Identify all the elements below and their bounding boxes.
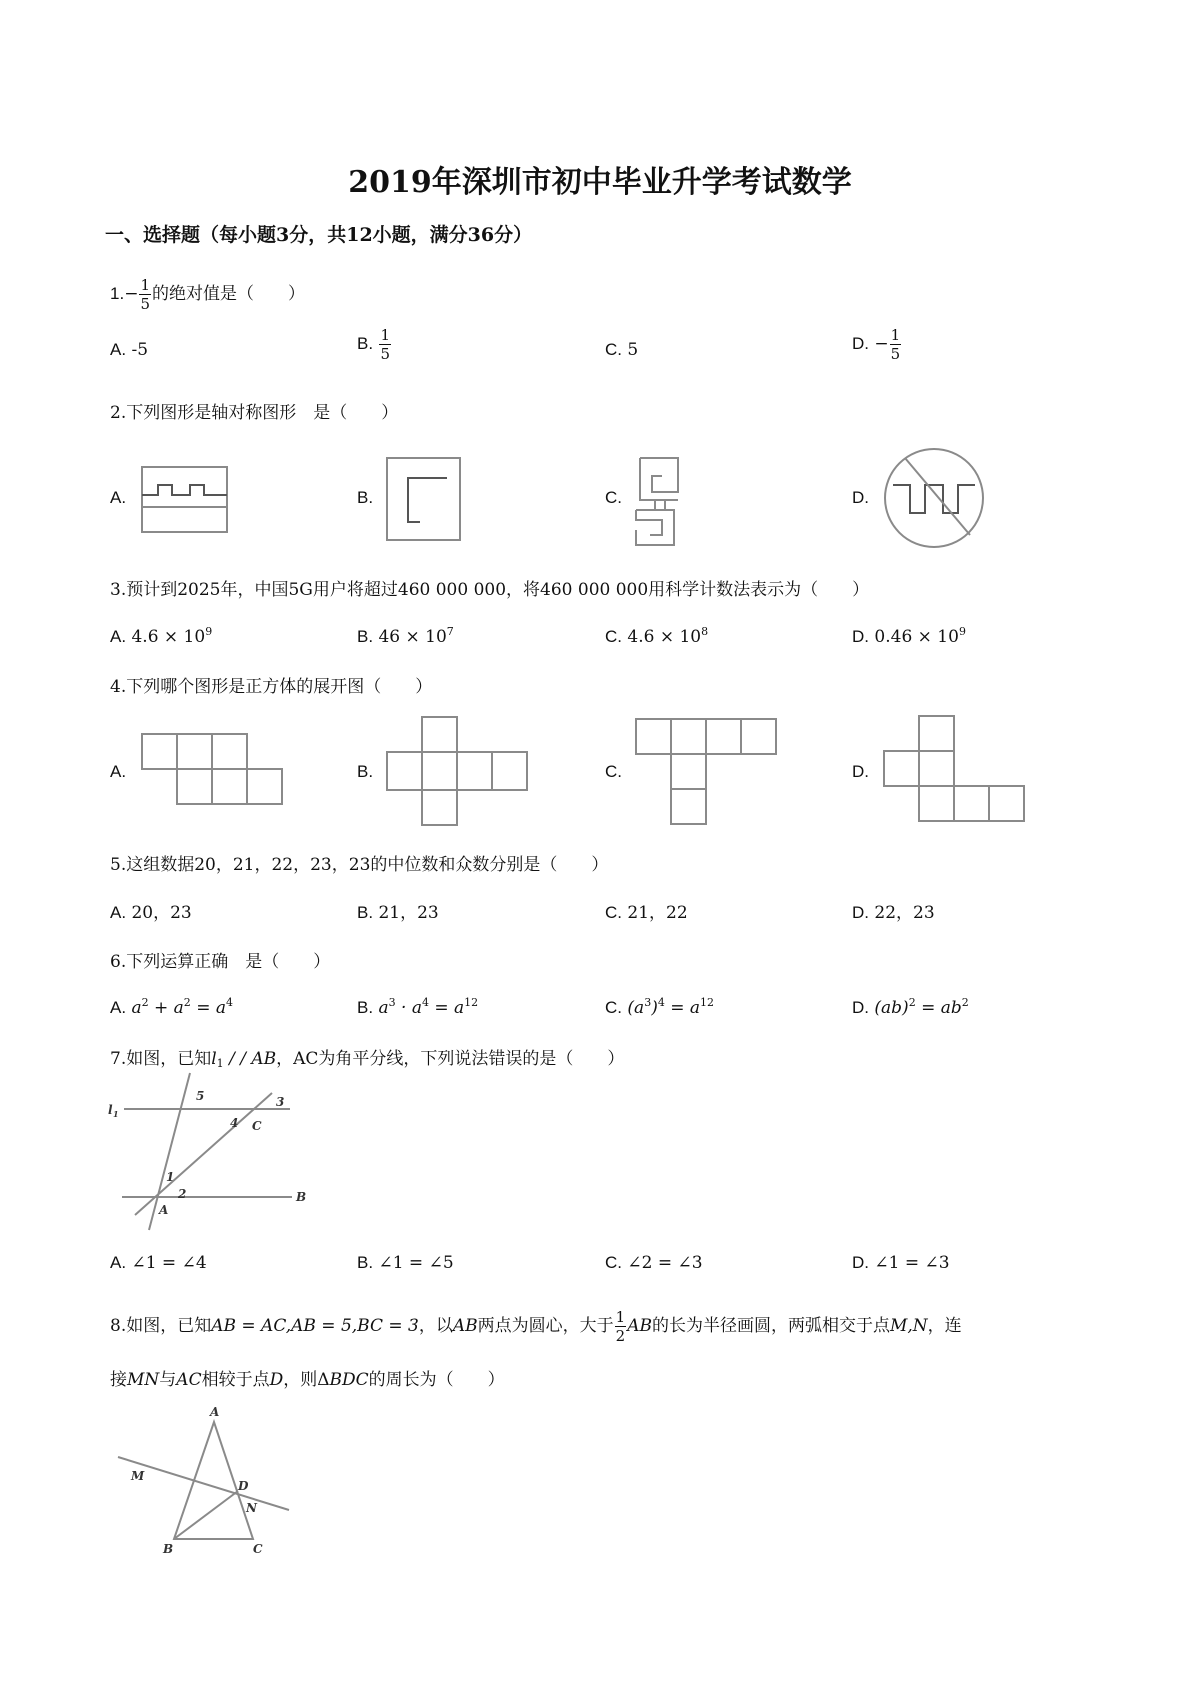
option-a[interactable]: A. bbox=[110, 762, 127, 781]
text: 接 bbox=[110, 1370, 127, 1390]
text: ，则Δ bbox=[283, 1370, 330, 1390]
option-b[interactable]: B. bbox=[357, 762, 374, 781]
exponent: 8 bbox=[701, 625, 709, 638]
question-2: 2.下列图形是轴对称图形 是（ ） bbox=[110, 403, 399, 423]
option-value: -5 bbox=[131, 340, 149, 360]
label-c: C bbox=[253, 1542, 263, 1556]
option-label: A. bbox=[110, 340, 127, 359]
math: AB bbox=[627, 1316, 652, 1336]
exponent: 2 bbox=[961, 996, 969, 1009]
numerator: 1 bbox=[380, 326, 391, 344]
exponent: 3 bbox=[388, 996, 396, 1009]
option-value: 21，22 bbox=[627, 903, 688, 923]
label-a: A bbox=[210, 1405, 220, 1419]
option-label: B. bbox=[357, 903, 374, 922]
option-value: ∠1 = ∠4 bbox=[131, 1253, 207, 1273]
math: D bbox=[269, 1370, 284, 1390]
exponent: 12 bbox=[700, 996, 715, 1009]
math: AB = AC,AB = 5,BC = 3 bbox=[211, 1316, 419, 1336]
option-value: ∠1 = ∠5 bbox=[378, 1253, 454, 1273]
option-value: 21，23 bbox=[378, 903, 439, 923]
question-3: 3.预计到2025年，中国5G用户将超过460 000 000，将460 000 000用科学计数法表示为（ ） bbox=[110, 580, 870, 600]
option-value: ∠1 = ∠3 bbox=[874, 1253, 950, 1273]
text: 的长为半径画圆，两弧相交于点 bbox=[651, 1316, 890, 1336]
text: ，连 bbox=[927, 1316, 962, 1336]
question-4: 4.下列哪个图形是正方体的展开图（ ） bbox=[110, 677, 433, 697]
label-1: 1 bbox=[166, 1170, 175, 1184]
text: 两点为圆心，大于 bbox=[477, 1316, 614, 1336]
option-label: C. bbox=[605, 903, 622, 922]
question-text: 的绝对值是（ ） bbox=[151, 284, 305, 304]
section-heading: 一、选择题（每小题3分，共12小题，满分36分） bbox=[105, 224, 533, 246]
exponent: 2 bbox=[141, 996, 149, 1009]
math: l bbox=[211, 1049, 217, 1069]
math: · a bbox=[395, 998, 422, 1018]
exponent: 3 bbox=[644, 996, 652, 1009]
math: a bbox=[378, 998, 389, 1018]
label-4: 4 bbox=[230, 1116, 239, 1130]
denominator: 5 bbox=[890, 345, 901, 363]
option-label: B. bbox=[357, 1253, 374, 1272]
math: AB bbox=[452, 1316, 478, 1336]
label-m: M bbox=[131, 1469, 145, 1483]
label-d: D bbox=[238, 1479, 249, 1493]
exponent: 9 bbox=[958, 625, 966, 638]
option-label: B. bbox=[357, 998, 374, 1017]
option-label: C. bbox=[605, 627, 622, 646]
page-title: 2019年深圳市初中毕业升学考试数学 bbox=[348, 165, 852, 200]
math: (a bbox=[627, 998, 645, 1018]
math: BDC bbox=[329, 1370, 369, 1390]
option-label: A. bbox=[110, 903, 127, 922]
question-number: 1. bbox=[110, 284, 125, 303]
question-5: 5.这组数据20，21，22，23，23的中位数和众数分别是（ ） bbox=[110, 855, 609, 875]
option-label: D. bbox=[852, 998, 869, 1017]
text: 的周长为（ ） bbox=[368, 1370, 505, 1390]
numerator: 1 bbox=[890, 326, 901, 344]
label-b: B bbox=[163, 1542, 174, 1556]
label-2: 2 bbox=[178, 1187, 187, 1201]
label-3: 3 bbox=[276, 1095, 285, 1109]
option-c[interactable]: C. bbox=[605, 762, 622, 781]
text: 与 bbox=[159, 1370, 177, 1390]
question-text: ，AC为角平分线，下列说法错误的是（ ） bbox=[276, 1049, 625, 1069]
question-6: 6.下列运算正确 是（ ） bbox=[110, 952, 331, 972]
math: MN bbox=[127, 1370, 160, 1390]
numerator: 1 bbox=[615, 1308, 626, 1326]
math: = a bbox=[190, 998, 226, 1018]
label-n: N bbox=[246, 1501, 257, 1515]
option-a[interactable]: A. bbox=[110, 488, 127, 507]
math: M,N bbox=[889, 1316, 928, 1336]
numerator: 1 bbox=[140, 276, 150, 294]
denominator: 5 bbox=[140, 295, 150, 313]
label-l1: l bbox=[108, 1103, 113, 1117]
math: + a bbox=[148, 998, 184, 1018]
label-5: 5 bbox=[196, 1089, 205, 1103]
label-b: B bbox=[296, 1190, 307, 1204]
denominator: 2 bbox=[615, 1327, 626, 1345]
option-label: D. bbox=[852, 903, 869, 922]
exponent: 4 bbox=[421, 996, 429, 1009]
option-label: B. bbox=[357, 334, 374, 353]
exponent: 12 bbox=[464, 996, 479, 1009]
exponent: 4 bbox=[225, 996, 233, 1009]
option-d[interactable]: D. bbox=[852, 488, 869, 507]
option-label: B. bbox=[357, 627, 374, 646]
option-b[interactable]: B. bbox=[357, 488, 374, 507]
denominator: 5 bbox=[380, 345, 391, 363]
option-value: 22，23 bbox=[874, 903, 935, 923]
option-label: C. bbox=[605, 1253, 622, 1272]
option-value: 4.6 × 10 bbox=[627, 627, 702, 647]
option-label: A. bbox=[110, 998, 127, 1017]
option-value: 46 × 10 bbox=[378, 627, 447, 647]
minus-sign: − bbox=[874, 334, 889, 354]
math: / / AB bbox=[223, 1049, 277, 1069]
option-value: 4.6 × 10 bbox=[131, 627, 206, 647]
math: = a bbox=[664, 998, 701, 1018]
label-c: C bbox=[252, 1119, 262, 1133]
label-a: A bbox=[159, 1203, 169, 1217]
option-label: D. bbox=[852, 1253, 869, 1272]
option-label: D. bbox=[852, 627, 869, 646]
exponent: 4 bbox=[657, 996, 665, 1009]
option-c[interactable]: C. bbox=[605, 488, 622, 507]
question-text: 7.如图，已知 bbox=[110, 1049, 212, 1069]
option-label: D. bbox=[852, 334, 869, 353]
text: 8.如图，已知 bbox=[110, 1316, 212, 1336]
option-value: 0.46 × 10 bbox=[874, 627, 959, 647]
option-value: 5 bbox=[627, 340, 639, 360]
option-label: A. bbox=[110, 627, 127, 646]
label-l1-sub: 1 bbox=[113, 1109, 119, 1119]
exponent: 2 bbox=[908, 996, 916, 1009]
exponent: 7 bbox=[446, 625, 454, 638]
math: AC bbox=[176, 1370, 202, 1390]
option-value: ∠2 = ∠3 bbox=[627, 1253, 703, 1273]
minus-sign: − bbox=[124, 284, 139, 304]
math: = a bbox=[428, 998, 465, 1018]
subscript: 1 bbox=[216, 1057, 224, 1070]
math: a bbox=[131, 998, 142, 1018]
option-label: A. bbox=[110, 1253, 127, 1272]
text: ，以 bbox=[418, 1316, 453, 1336]
option-value: 20，23 bbox=[131, 903, 192, 923]
option-label: C. bbox=[605, 998, 622, 1017]
math: ) bbox=[651, 998, 658, 1018]
math: (ab) bbox=[874, 998, 909, 1018]
option-label: C. bbox=[605, 340, 622, 359]
math: = ab bbox=[915, 998, 962, 1018]
exponent: 2 bbox=[183, 996, 191, 1009]
text: 相较于点 bbox=[201, 1370, 270, 1390]
exponent: 9 bbox=[205, 625, 213, 638]
option-d[interactable]: D. bbox=[852, 762, 869, 781]
